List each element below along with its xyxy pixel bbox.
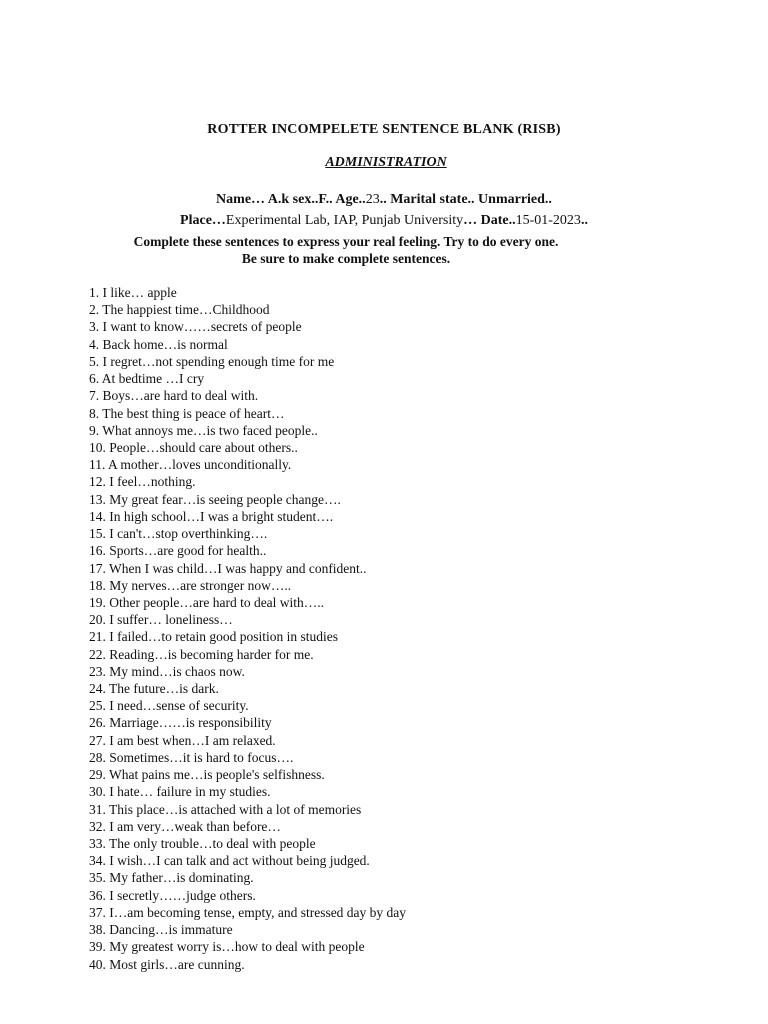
sentence-item: 26. Marriage……is responsibility xyxy=(89,715,272,731)
sentence-item: 8. The best thing is peace of heart… xyxy=(89,405,285,421)
sentence-item: 38. Dancing…is immature xyxy=(89,922,233,938)
marital-value: Unmarried.. xyxy=(478,192,552,207)
instruction-line: Be sure to make complete sentences. xyxy=(241,251,451,266)
sentence-item: 32. I am very…weak than before… xyxy=(89,818,281,834)
sentence-item: 31. This place…is attached with a lot of memories xyxy=(89,801,362,817)
marital-label: .. Marital state.. xyxy=(379,192,479,207)
sentence-list xyxy=(89,284,729,973)
sentence-item: 15. I can't…stop overthinking…. xyxy=(89,526,268,542)
document-title: ROTTER INCOMPELETE SENTENCE BLANK (RISB) xyxy=(207,122,561,137)
respondent-info-line xyxy=(0,192,768,208)
date-suffix: .. xyxy=(580,213,588,228)
sentence-item: 40. Most girls…are cunning. xyxy=(89,956,245,972)
sentence-item: 27. I am best when…I am relaxed. xyxy=(89,732,276,748)
sentence-item: 34. I wish…I can talk and act without being judged. xyxy=(89,853,370,869)
sentence-item: 10. People…should care about others.. xyxy=(89,439,298,455)
sentence-item: 4. Back home…is normal xyxy=(89,336,228,352)
sentence-item: 22. Reading…is becoming harder for me. xyxy=(89,646,314,662)
sentence-item: 28. Sometimes…it is hard to focus…. xyxy=(89,749,294,765)
section-heading: ADMINISTRATION xyxy=(325,155,447,170)
sentence-item: 9. What annoys me…is two faced people.. xyxy=(89,422,318,438)
sentence-item: 18. My nerves…are stronger now….. xyxy=(89,577,292,593)
sentence-item: 14. In high school…I was a bright student…. xyxy=(89,508,334,524)
sentence-item: 16. Sports…are good for health.. xyxy=(89,543,267,559)
sentence-item: 33. The only trouble…to deal with people xyxy=(89,836,316,851)
sentence-item: 11. A mother…loves unconditionally. xyxy=(89,457,292,473)
date-value: 15-01-2023 xyxy=(515,213,581,228)
sentence-item: 21. I failed…to retain good position in studies xyxy=(89,629,338,645)
sex-value: F xyxy=(318,192,326,207)
sentence-item: 2. The happiest time…Childhood xyxy=(89,302,270,318)
sentence-item: 12. I feel…nothing. xyxy=(89,474,196,490)
sentence-item: 35. My father…is dominating. xyxy=(89,870,254,886)
age-value: 23 xyxy=(365,192,380,207)
sentence-item: 13. My great fear…is seeing people change…. xyxy=(89,491,341,507)
sentence-item: 24. The future…is dark. xyxy=(89,681,219,697)
sentence-item: 37. I…am becoming tense, empty, and stressed day by day xyxy=(89,904,407,920)
sentence-item: 23. My mind…is chaos now. xyxy=(89,663,245,679)
sentence-item: 6. At bedtime …I cry xyxy=(89,371,205,387)
date-label: … Date.. xyxy=(463,213,516,228)
sentence-item: 17. When I was child…I was happy and confident.. xyxy=(89,560,367,576)
name-value: A.k xyxy=(267,192,290,207)
age-label: .. Age.. xyxy=(325,192,366,207)
sentence-item: 1. I like… apple xyxy=(89,285,177,300)
sentence-item: 7. Boys…are hard to deal with. xyxy=(89,388,259,404)
sentence-item: 3. I want to know……secrets of people xyxy=(89,319,302,335)
sentence-item: 20. I suffer… loneliness… xyxy=(89,612,233,628)
instruction-line: Complete these sentences to express your real feeling. Try to do every one. xyxy=(133,234,559,249)
sentence-item: 5. I regret…not spending enough time for me xyxy=(89,353,335,369)
name-label: Name… xyxy=(216,192,268,207)
sentence-item: 19. Other people…are hard to deal with….. xyxy=(89,594,325,610)
place-label: Place… xyxy=(180,213,226,228)
sentence-item: 29. What pains me…is people's selfishness. xyxy=(89,767,325,783)
sentence-item: 30. I hate… failure in my studies. xyxy=(89,784,271,800)
sentence-item: 25. I need…sense of security. xyxy=(89,698,249,714)
place-date-line xyxy=(0,213,768,229)
sex-label: sex.. xyxy=(289,192,319,207)
place-value: Experimental Lab, IAP, Punjab University xyxy=(225,213,464,228)
sentence-item: 39. My greatest worry is…how to deal with people xyxy=(89,939,365,955)
sentence-item: 36. I secretly……judge others. xyxy=(89,887,256,903)
